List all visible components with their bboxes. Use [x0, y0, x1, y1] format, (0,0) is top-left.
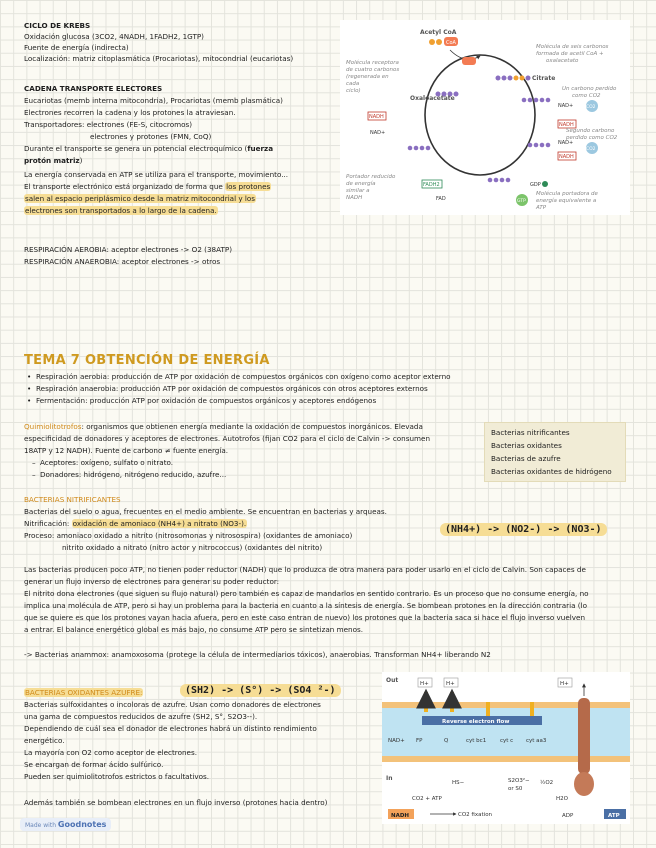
cadena-line: Eucariotas (memb interna mitocondria), Procariotas (memb plasmática): [24, 96, 283, 105]
note-text: ATP: [536, 205, 547, 211]
note-text: Portador reducido: [346, 174, 396, 180]
hplus-1: H+: [420, 681, 429, 687]
azufre-line: energético.: [24, 736, 65, 745]
quimio-line: [24, 422, 423, 431]
azufre-title: [24, 688, 143, 697]
acetyl-label: Acetyl CoA: [420, 29, 457, 36]
membrane-figure: [382, 672, 630, 824]
note-text: de cuatro carbonos: [346, 67, 400, 73]
nitrif-prefix: Nitrificación:: [24, 519, 72, 528]
bacteria-types-box: [484, 422, 626, 482]
s2o3-label: S2O3²−: [508, 778, 530, 784]
quimio-text: : organismos que obtienen energía mediante la oxidación de compuestos inorgánicos. Elevada: [81, 422, 423, 431]
cadena-line: Electrones recorren la cadena y los protones la atraviesan.: [24, 108, 236, 117]
nitrif-highlight: oxidación de amoniaco (NH4+) a nitrato (NO3-).: [72, 519, 247, 528]
azufre-formula: (SH2) -> (S°) -> (SO4 ²-): [180, 684, 341, 697]
krebs-title: CICLO DE KREBS: [24, 21, 91, 30]
co2-atp-label: CO2 + ATP: [412, 796, 442, 802]
org-highlight: electrones son transportados a lo largo de la cadena.: [25, 206, 217, 215]
nitrif-paragraph: que se quiere es que los protones vayan hacia afuera, pero en este caso entran de nuevo) los protones que la bacteria saca si hace el flujo inverso vuelven: [24, 613, 586, 622]
note-text: ciclo): [346, 88, 361, 94]
box-item: Bacterias oxidantes de hidrógeno: [491, 467, 612, 476]
quimio-line: 18ATP y 12 NADH). Fuente de carbono ≠ fuente energía.: [24, 446, 229, 455]
potential-text: Durante el transporte se genera un potencial electroquímico (: [24, 144, 248, 153]
note-text: como CO2: [572, 93, 601, 99]
cadena-org-3: [24, 206, 218, 215]
potential-end: ): [79, 156, 83, 165]
org-highlight: los protones: [226, 182, 271, 191]
azufre-line: Bacterias sulfoxidantes o incoloras de azufre. Usan como donadores de electrones: [24, 700, 321, 709]
cadena-line: electrones y protones (FMN, CoQ): [90, 132, 212, 141]
co2-fixation-label: CO2 fixation: [458, 812, 493, 818]
azufre-line: Dependiendo de cuál sea el donador de electrones habrá un distinto rendimiento: [24, 724, 317, 733]
oxalo-label: Oxaloacetate: [410, 95, 455, 102]
org-text: El transporte electrónico está organizado de forma que: [24, 182, 226, 191]
note-text: energía equivalente a: [536, 198, 597, 204]
note-text: Molécula portadora de: [536, 191, 598, 197]
azufre-line: La mayoría con O2 como aceptor de electrones.: [24, 748, 198, 757]
nadplus-label: NAD+: [388, 738, 405, 744]
gdp-label: GDP: [530, 182, 541, 188]
badge-name: Goodnotes: [57, 820, 107, 829]
note-text: cada: [346, 81, 360, 87]
note-text: de energía: [346, 181, 376, 187]
cytaa3-label: cyt aa3: [526, 738, 547, 744]
org-highlight: salen al espacio periplásmico desde la matriz mitocondrial y los: [25, 194, 256, 203]
q-label: Q: [444, 738, 449, 744]
out-label: Out: [386, 677, 399, 684]
krebs-cycle-diagram: [340, 20, 630, 215]
quimio-line: especificidad de donadores y aceptores de electrones. Autotrofos (fijan CO2 para el ciclo de Calvin -> consumen: [24, 434, 431, 443]
tema-bullet: • Fermentación: producción ATP por oxidación de compuestos orgánicos y aceptores endógenos: [36, 396, 376, 405]
tema-bullet: • Respiración aerobia: producción de ATP por oxidación de compuestos orgánicos con oxígeno como aceptor externo: [36, 372, 451, 381]
gtp-label: GTP: [517, 199, 526, 204]
nitrif-paragraph: generar un flujo inverso de electrones para generar su poder reductor:: [24, 577, 280, 586]
nitrif-line: [24, 519, 247, 528]
nadh-right: NADH: [559, 122, 574, 128]
cadena-org: [24, 182, 271, 191]
nad-right: NAD+: [558, 103, 574, 109]
nitrif-line: Bacterias del suelo o agua, frecuentes en el medio ambiente. Se encuentran en bacterias y arqueas.: [24, 507, 387, 516]
cadena-atp: La energía conservada en ATP se utiliza para el transporte, movimiento...: [24, 170, 289, 179]
in-label: In: [386, 775, 393, 782]
azufre-line: Se encargan de formar ácido sulfúrico.: [24, 760, 164, 769]
cytc-label: cyt c: [500, 738, 514, 744]
hplus-2: H+: [446, 681, 455, 687]
badge-prefix: Made with: [25, 822, 56, 829]
azufre-title-text: BACTERIAS OXIDANTES AZUFRE:: [25, 688, 143, 697]
nitrif-paragraph: El nitrito dona electrones (que siguen su flujo natural) pero también es capaz de mandarlos en sentido contrario. Es un proceso que no consume energía, no: [24, 589, 589, 598]
krebs-line: Fuente de energía (indirecta): [24, 43, 129, 52]
quimio-dash: – Donadores: hidrógeno, nitrógeno reducido, azufre...: [40, 470, 226, 479]
fadh2-label: FADH2: [423, 182, 440, 188]
reverse-flow-label: Reverse electron flow: [442, 719, 510, 725]
adp-label: ADP: [562, 813, 574, 819]
azufre-line: Pueden ser quimiolitotrofos estrictos o facultativos.: [24, 772, 210, 781]
tema-title: TEMA 7 OBTENCIÓN DE ENERGÍA: [24, 353, 270, 368]
h2o-label: H2O: [556, 796, 568, 802]
nitrif-paragraph: implica una molécula de ATP, pero si hay un problema para la bacteria en cuanto a la síntesis de energía. Se bombean protones en la dirección contraria (lo: [24, 601, 588, 610]
co2-a: CO2: [586, 105, 596, 110]
box-item: Bacterias nitrificantes: [491, 428, 570, 437]
quimio-label: Quimiolitotrofos: [24, 422, 82, 431]
potential-bold: fuerza: [247, 144, 274, 153]
nitrif-line: Proceso: amoniaco oxidado a nitrito (nitrosomonas y nitrosospira) (oxidantes de amoniaco): [24, 531, 353, 540]
or-s0-label: or S0: [508, 786, 523, 792]
note-text: (regenerada en: [346, 74, 389, 80]
note-text: Segundo carbono: [566, 128, 615, 134]
nitrif-paragraph: Las bacterias producen poco ATP, no tienen poder reductor (NADH) que lo produzca de otra manera para poder usarlo en el ciclo de Calvin. Son capaces de: [24, 565, 586, 574]
nad-left: NAD+: [370, 130, 386, 136]
box-item: Bacterias de azufre: [491, 454, 561, 463]
krebs-line: Oxidación glucosa (3CO2, 4NADH, 1FADH2, 1GTP): [24, 32, 204, 41]
atp-box: ATP: [608, 813, 620, 819]
nadh-box: NADH: [391, 813, 410, 819]
note-text: perdido como CO2: [566, 135, 618, 141]
azufre-last: Además también se bombean electrones en un flujo inverso (protones hacia dentro): [24, 798, 328, 807]
co2-b: CO2: [586, 147, 596, 152]
note-text: Un carbono perdido: [562, 86, 617, 92]
nadh-left: NADH: [369, 114, 384, 120]
coa-label: CoA: [446, 40, 456, 46]
anaerobia-line: RESPIRACIÓN ANAEROBIA: aceptor electrones -> otros: [24, 257, 221, 266]
note-text: Molécula de seis carbonos: [536, 44, 609, 50]
quimio-dash: – Aceptores: oxígeno, sulfato o nitrato.: [40, 458, 173, 467]
potential-bold-2: protón matriz: [24, 156, 80, 165]
note-text: formada de acetil CoA +: [536, 51, 604, 57]
cadena-line: Transportadores: electrones (FE-S, citocromos): [24, 120, 193, 129]
fad-label: FAD: [436, 196, 446, 202]
azufre-line: una gama de compuestos reducidos de azufre (SH2, S°, S2O3--).: [24, 712, 258, 721]
cycle-ring: [425, 55, 535, 175]
goodnotes-badge[interactable]: [20, 818, 111, 831]
nad-right-2: NAD+: [558, 140, 574, 146]
fp-label: FP: [416, 738, 423, 744]
half-o2-label: ½O2: [540, 780, 554, 786]
aerobia-line: RESPIRACIÓN AEROBIA: aceptor electrones -> O2 (38ATP): [24, 245, 233, 254]
cadena-title: CADENA TRANSPORTE ELECTORES: [24, 84, 163, 93]
cadena-potential-2: [24, 156, 82, 165]
note-text: Molécula receptora: [346, 60, 399, 66]
nitrif-formula: (NH4+) -> (NO2-) -> (NO3-): [440, 523, 607, 536]
cytbc1-label: cyt bc1: [466, 738, 487, 744]
nadh-right-2: NADH: [559, 154, 574, 160]
nitrif-title: BACTERIAS NITRIFICANTES: [24, 495, 121, 504]
anammox-line: -> Bacterias anammox: anamoxosoma (protege la célula de intermediarios tóxicos), anaerobias. Transforman NH4+ liberando N2: [24, 650, 491, 659]
nitrif-line: nitrito oxidado a nitrato (nitro actor y nitrococcus) (oxidantes del nitrito): [62, 543, 323, 552]
note-text: NADH: [346, 195, 363, 201]
note-text: similar a: [346, 188, 370, 194]
hplus-3: H+: [560, 681, 569, 687]
reverse-electron-flow-diagram: [382, 672, 630, 824]
nitrif-paragraph: a entrar. El balance energético global es más bajo, no consume ATP pero se sintetizan menos.: [24, 625, 364, 634]
note-text: oxalacetato: [546, 58, 579, 64]
krebs-cycle-figure: [340, 20, 630, 215]
cadena-potential: [24, 144, 273, 153]
cadena-org-2: [24, 194, 256, 203]
citrate-label: Citrate: [532, 75, 556, 82]
krebs-line: Localización: matriz citoplasmática (Procariotas), mitocondrial (eucariotas): [24, 54, 294, 63]
box-item: Bacterias oxidantes: [491, 441, 562, 450]
hs-label: HS−: [452, 780, 465, 786]
tema-bullet: • Respiración anaerobia: producción ATP por oxidación de compuestos orgánicos con otros aceptores externos: [36, 384, 428, 393]
